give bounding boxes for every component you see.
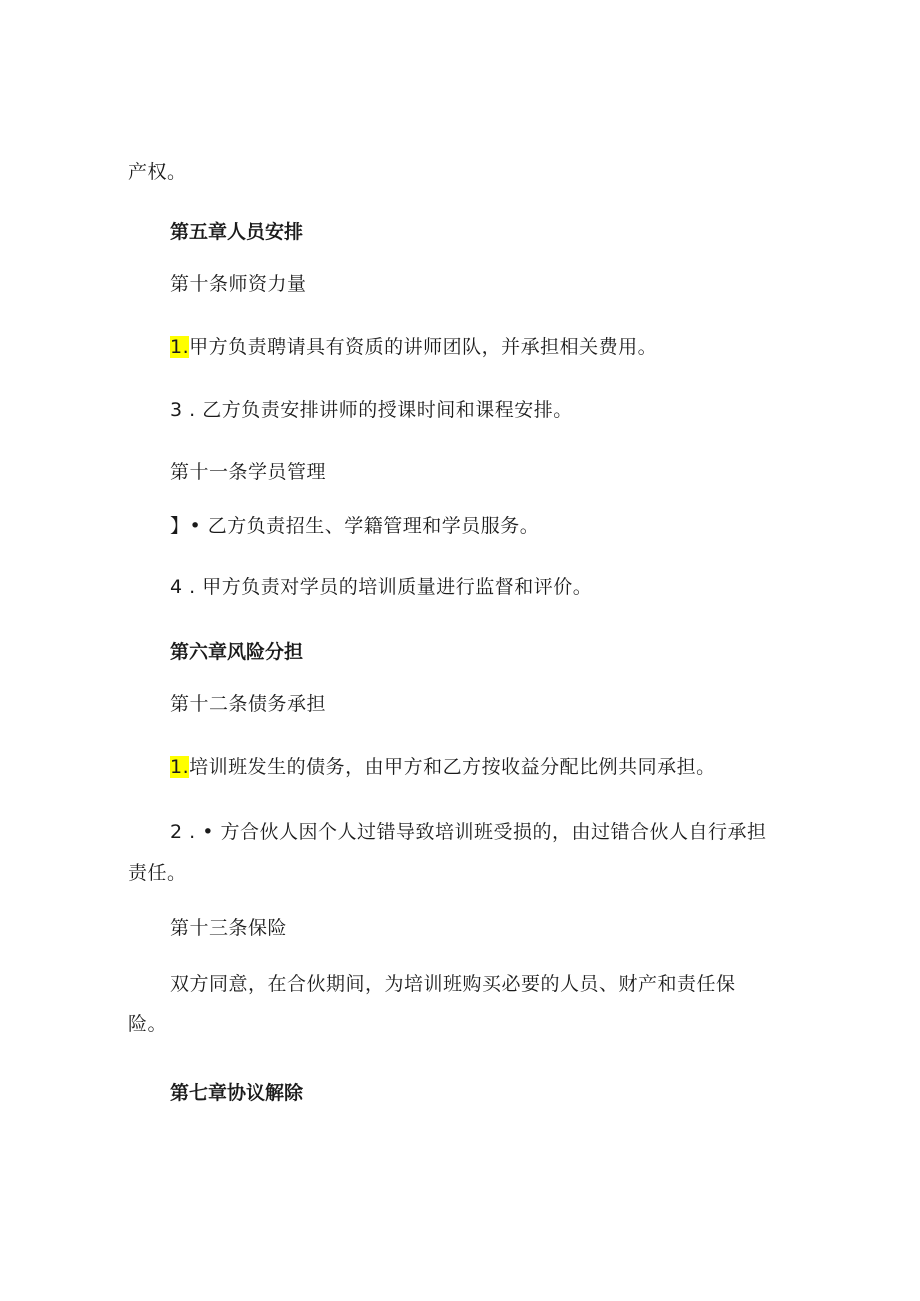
chapter-heading: 第七章协议解除 <box>170 1082 304 1104</box>
paragraph-continuation: 产权。 <box>128 161 187 183</box>
list-item-text: 培训班发生的债务，由甲方和乙方按收益分配比例共同承担。 <box>189 756 716 778</box>
highlighted-list-number: 1. <box>170 336 190 358</box>
article-heading: 第十条师资力量 <box>170 273 307 295</box>
chapter-heading: 第六章风险分担 <box>170 641 304 663</box>
article-heading: 第十一条学员管理 <box>170 461 327 483</box>
list-item-continuation: 责任。 <box>128 862 187 884</box>
list-item: 3 . 乙方负责安排讲师的授课时间和课程安排。 <box>170 399 573 421</box>
list-item: 】• 乙方负责招生、学籍管理和学员服务。 <box>170 515 540 537</box>
article-heading: 第十二条债务承担 <box>170 693 327 715</box>
list-item <box>170 755 716 779</box>
paragraph: 双方同意，在合伙期间，为培训班购买必要的人员、财产和责任保 <box>170 973 736 995</box>
list-item-text: 甲方负责聘请具有资质的讲师团队，并承担相关费用。 <box>189 336 658 358</box>
chapter-heading: 第五章人员安排 <box>170 221 304 243</box>
article-heading: 第十三条保险 <box>170 917 288 939</box>
list-item: 2 . • 方合伙人因个人过错导致培训班受损的，由过错合伙人自行承担 <box>170 821 767 843</box>
list-item: 4 . 甲方负责对学员的培训质量进行监督和评价。 <box>170 576 593 598</box>
highlighted-list-number: 1. <box>170 756 190 778</box>
list-item <box>170 335 657 359</box>
paragraph-continuation: 险。 <box>128 1013 168 1035</box>
